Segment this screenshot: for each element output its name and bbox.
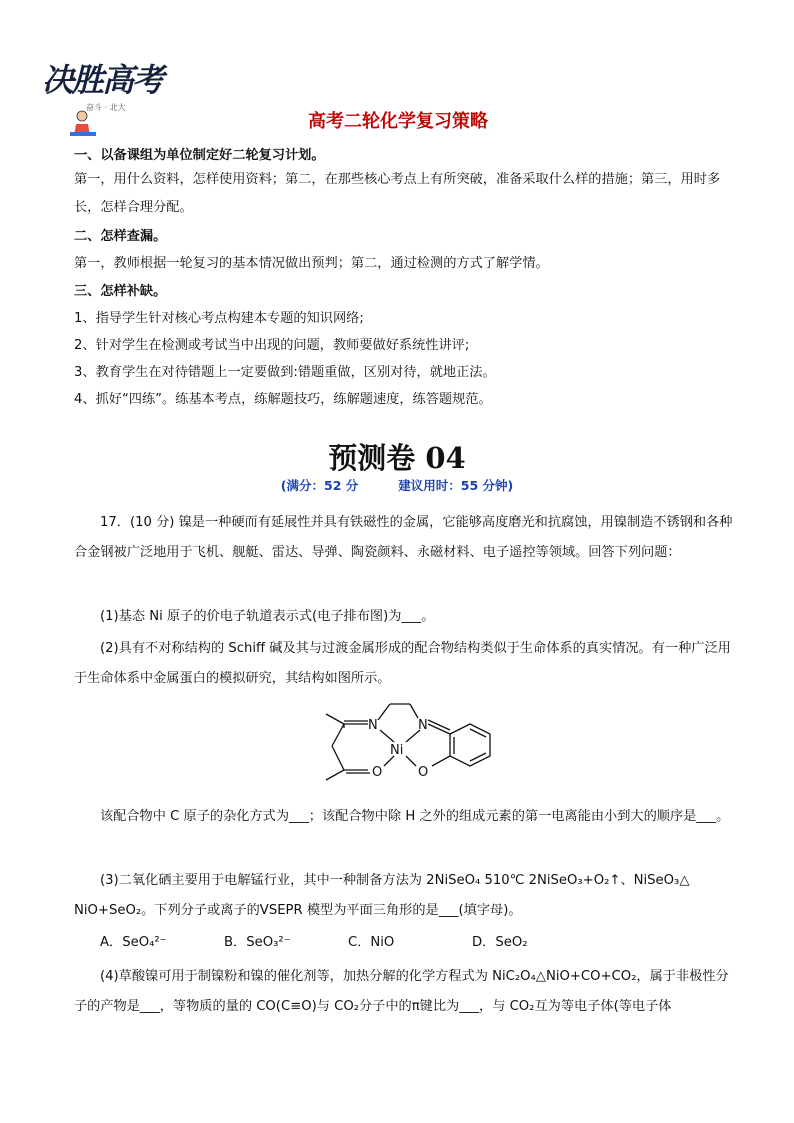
section-3-item: 2、针对学生在检测或考试当中出现的问题，教师要做好系统性讲评; (74, 338, 470, 353)
option-a: A．SeO₄²⁻ (100, 935, 167, 950)
atom-o-right: O (418, 765, 429, 780)
option-d: D．SeO₂ (472, 935, 528, 950)
question-part-4: (4)草酸镍可用于制镍粉和镍的催化剂等，加热分解的化学方程式为 NiC₂O₄△NiO+CO+CO₂，属于非极性分子的产物是___，等物质的量的 CO(C≡O)与 CO₂分子中的π键比为___，与 CO₂互为等电子体(等电子体 (74, 969, 729, 1014)
exam-title: 预测卷 04 (328, 441, 466, 475)
section-1-body: 第一，用什么资料，怎样使用资料；第二，在那些核心考点上有所突破，准备采取什么样的措施；第三，用时多长，怎样合理分配。 (74, 172, 721, 215)
section-3-heading: 三、怎样补缺。 (74, 284, 167, 299)
exam-meta (0, 476, 794, 494)
suggested-time: 建议用时：55 分钟) (398, 478, 514, 493)
document-title: 高考二轮化学复习策略 (308, 111, 488, 132)
section-1-heading: 一、以备课组为单位制定好二轮复习计划。 (74, 148, 325, 163)
question-part-2b: 该配合物中 C 原子的杂化方式为___；该配合物中除 H 之外的组成元素的第一电离能由小到大的顺序是___。 (100, 809, 730, 824)
question-part-2: (2)具有不对称结构的 Schiff 碱及其与过渡金属形成的配合物结构类似于生命体系的真实情况。有一种广泛用于生命体系中金属蛋白的模拟研究，其结构如图所示。 (74, 641, 731, 686)
option-b: B．SeO₃²⁻ (224, 935, 291, 950)
section-3-item: 3、教育学生在对待错题上一定要做到:错题重做，区别对待，就地正法。 (74, 365, 496, 380)
atom-n-right: N (418, 718, 428, 733)
question-intro: 17．(10 分) 镍是一种硬而有延展性并具有铁磁性的金属，它能够高度磨光和抗腐蚀，用镍制造不锈钢和各种合金钢被广泛地用于飞机、舰艇、雷达、导弹、陶瓷颜料、永磁材料、电子遥控等领域。回答下列问题： (74, 515, 733, 560)
option-c: C．NiO (348, 935, 395, 950)
atom-ni: Ni (390, 743, 404, 758)
section-3-item: 4、抓好“四练”。练基本考点，练解题技巧，练解题速度，练答题规范。 (74, 392, 492, 407)
section-2-heading: 二、怎样查漏。 (74, 229, 167, 244)
section-3-item: 1、指导学生针对核心考点构建本专题的知识网络; (74, 311, 364, 326)
answer-options (100, 930, 740, 956)
nickel-complex-structure-diagram (318, 700, 498, 800)
section-2-body: 第一，教师根据一轮复习的基本情况做出预判；第二，通过检测的方式了解学情。 (74, 256, 549, 271)
atom-o-left: O (372, 765, 383, 780)
logo-tagline: 奋斗 · 北大 (86, 103, 126, 112)
question-part-3: (3)二氧化硒主要用于电解锰行业，其中一种制备方法为 2NiSeO₄ 510℃ 2NiSeO₃+O₂↑、NiSeO₃△ NiO+SeO₂。下列分子或离子的VSEPR 模型为平面三角形的是___(填字母)。 (74, 873, 690, 918)
atom-n-left: N (368, 718, 378, 733)
question-part-1: (1)基态 Ni 原子的价电子轨道表示式(电子排布图)为___。 (100, 609, 435, 624)
full-score: (满分：52 分 (280, 478, 359, 493)
logo-text: 决胜高考 (42, 61, 163, 99)
